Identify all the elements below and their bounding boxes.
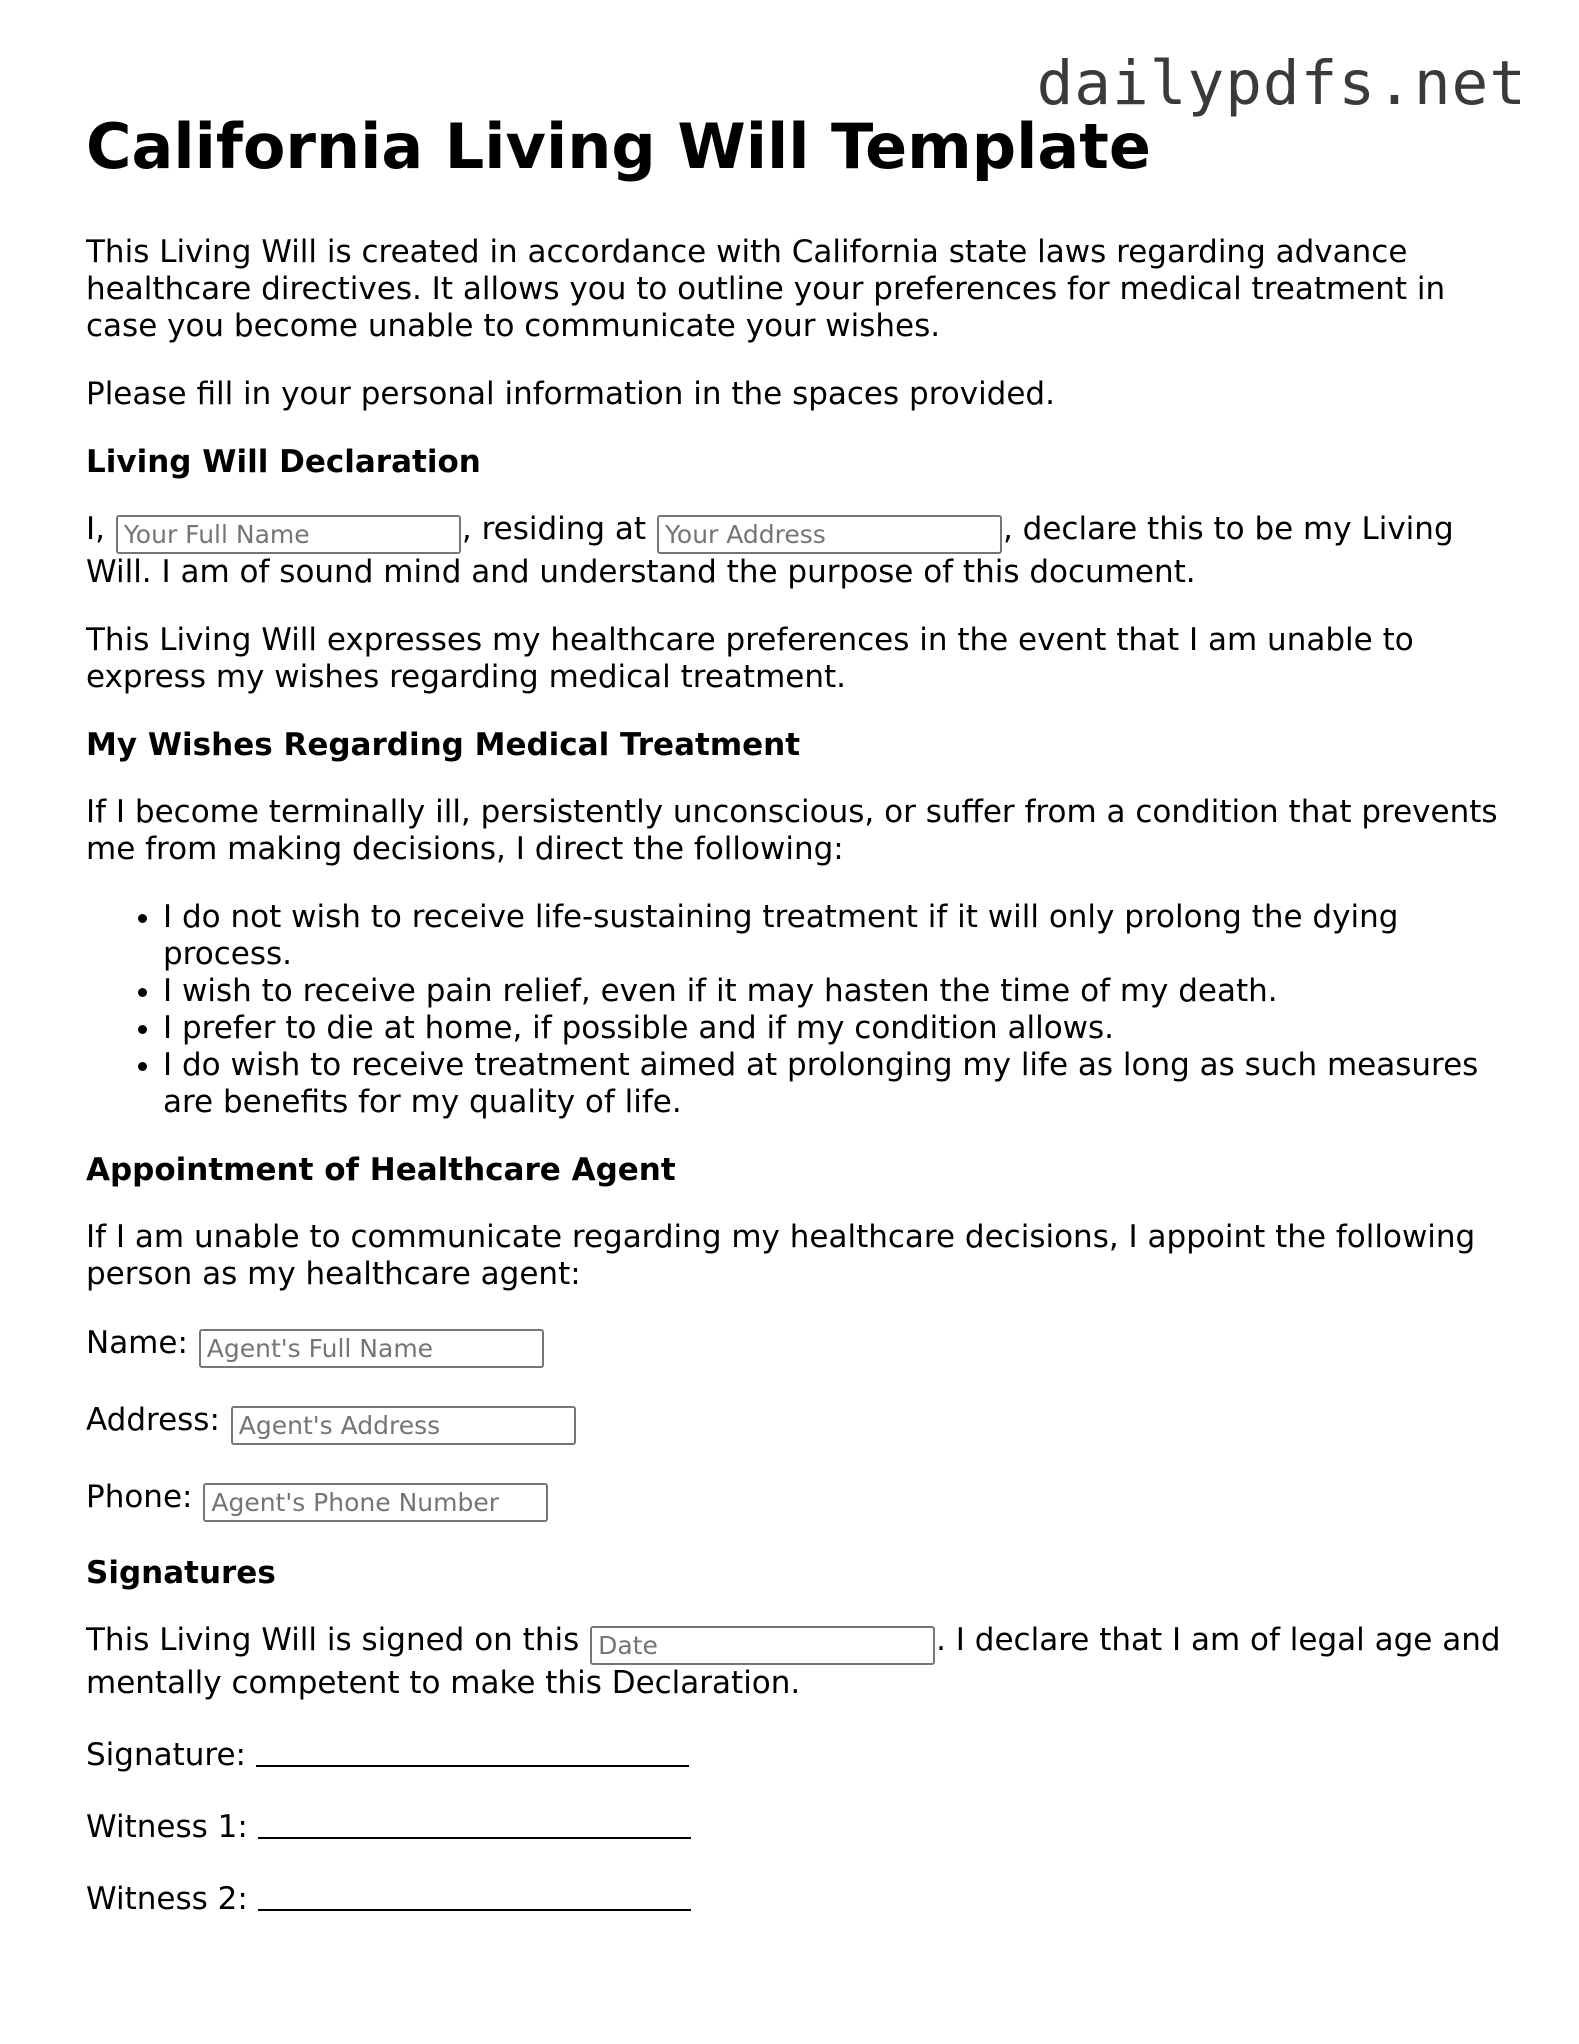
agent-address-input[interactable] — [231, 1406, 576, 1445]
signature-label: Signature: — [86, 1737, 246, 1773]
document-page — [86, 104, 1506, 1949]
list-item: • I do wish to receive treatment aimed at prolonging my life as long as such measures are benefits for my quality of life. — [163, 1047, 1506, 1121]
witness-1-row — [86, 1805, 1506, 1846]
declaration-heading: Living Will Declaration — [86, 444, 481, 480]
declaration-purpose: This Living Will expresses my healthcare preferences in the event that I am unable to express my wishes regarding medical treatment. — [86, 622, 1414, 695]
witness-2-blank-line[interactable] — [258, 1877, 691, 1911]
signature-blank-line[interactable] — [256, 1733, 689, 1767]
wishes-list — [86, 899, 1506, 1121]
address-input[interactable] — [657, 515, 1002, 554]
agent-phone-label: Phone: — [86, 1479, 193, 1515]
witness-2-label: Witness 2: — [86, 1881, 248, 1917]
date-input[interactable] — [590, 1626, 935, 1665]
declaration-middle: , residing at — [461, 511, 647, 547]
signatures-heading: Signatures — [86, 1555, 276, 1591]
witness-1-label: Witness 1: — [86, 1809, 248, 1845]
witness-2-row — [86, 1877, 1506, 1918]
agent-address-label: Address: — [86, 1402, 220, 1438]
intro-paragraph: This Living Will is created in accordance with California state laws regarding advance healthcare directives. It allows you to outline your preferences for medical treatment in case you become unable to communicate your wishes. — [86, 234, 1446, 344]
declaration-prefix: I, — [86, 511, 105, 547]
agent-phone-row — [86, 1478, 1506, 1522]
agent-address-row — [86, 1401, 1506, 1445]
agent-lead: If I am unable to communicate regarding my healthcare decisions, I appoint the following person as my healthcare agent: — [86, 1219, 1476, 1292]
declaration-suffix: , declare this to be my Living Will. I am of sound mind and understand the purpose of this document. — [86, 511, 1454, 590]
agent-heading: Appointment of Healthcare Agent — [86, 1152, 676, 1188]
instruction-paragraph: Please fill in your personal information in the spaces provided. — [86, 376, 1055, 412]
wishes-lead: If I become terminally ill, persistently unconscious, or suffer from a condition that prevents me from making decisions, I direct the following: — [86, 794, 1498, 867]
page-title: California Living Will Template — [86, 110, 1151, 183]
signed-prefix: This Living Will is signed on this — [86, 1622, 580, 1658]
site-watermark: dailypdfs.net — [1036, 48, 1527, 119]
list-item: • I prefer to die at home, if possible and if my condition allows. — [163, 1010, 1506, 1047]
signature-row — [86, 1733, 1506, 1774]
signed-suffix: . I declare that I am of legal age and mentally competent to make this Declaration. — [86, 1622, 1501, 1701]
wishes-heading: My Wishes Regarding Medical Treatment — [86, 727, 801, 763]
declaration-paragraph — [86, 511, 1506, 591]
list-item: • I do not wish to receive life-sustaining treatment if it will only prolong the dying process. — [163, 899, 1506, 973]
full-name-input[interactable] — [116, 515, 461, 554]
agent-name-label: Name: — [86, 1325, 188, 1361]
agent-phone-input[interactable] — [203, 1483, 548, 1522]
list-item: • I wish to receive pain relief, even if it may hasten the time of my death. — [163, 973, 1506, 1010]
agent-name-input[interactable] — [199, 1329, 544, 1368]
agent-name-row — [86, 1324, 1506, 1368]
witness-1-blank-line[interactable] — [258, 1805, 691, 1839]
signed-paragraph — [86, 1622, 1506, 1702]
